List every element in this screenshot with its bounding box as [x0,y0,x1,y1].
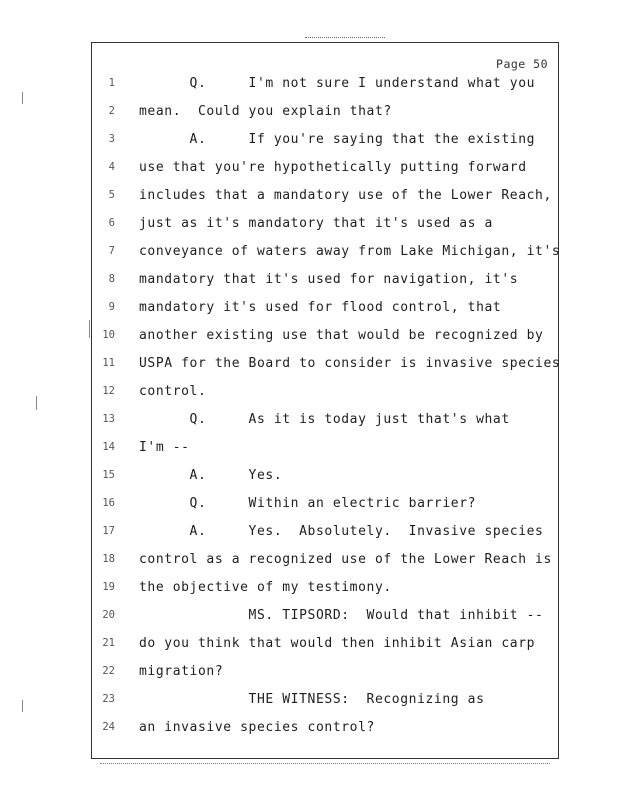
line-text: Q. Within an electric barrier? [139,496,477,511]
line-text: A. If you're saying that the existing [139,132,536,147]
line-text: control. [139,384,207,399]
transcript-line [91,188,559,216]
transcript-line [91,272,559,300]
line-number: 19 [102,581,115,593]
transcript-line [91,300,559,328]
line-text: the objective of my testimony. [139,580,392,595]
line-text: an invasive species control? [139,720,375,735]
line-number: 22 [102,665,115,677]
transcript-line [91,664,559,692]
transcript-line [91,328,559,356]
line-text: USPA for the Board to consider is invasive species [139,356,561,371]
transcript-line [91,608,559,636]
left-margin-mark [22,92,23,104]
page-number: Page 50 [496,57,548,71]
line-text: I'm -- [139,440,190,455]
transcript-line [91,104,559,132]
transcript-line [91,692,559,720]
line-number: 12 [102,385,115,397]
line-number: 3 [108,133,115,145]
line-text: Q. I'm not sure I understand what you [139,76,536,91]
line-number: 6 [108,217,115,229]
line-text: THE WITNESS: Recognizing as [139,692,485,707]
line-text: A. Yes. Absolutely. Invasive species [139,524,544,539]
scan-artifact-bottom [100,763,550,766]
line-number: 10 [102,329,115,341]
transcript-line [91,384,559,412]
line-number: 8 [108,273,115,285]
line-number: 23 [102,693,115,705]
line-number: 11 [102,357,115,369]
line-number: 14 [102,441,115,453]
transcript-line [91,720,559,748]
line-text: migration? [139,664,224,679]
line-text: mandatory that it's used for navigation, it's [139,272,519,287]
transcript-line [91,524,559,552]
line-text: mandatory it's used for flood control, that [139,300,502,315]
line-number: 16 [102,497,115,509]
left-margin-mark [89,320,90,338]
line-number: 1 [108,77,115,89]
left-margin-mark [22,700,23,712]
line-text: control as a recognized use of the Lower Reach is [139,552,552,567]
line-text: mean. Could you explain that? [139,104,392,119]
transcript-line [91,132,559,160]
transcript-line [91,76,559,104]
line-number: 2 [108,105,115,117]
transcript-line [91,244,559,272]
transcript-line [91,160,559,188]
transcript-line [91,412,559,440]
line-text: MS. TIPSORD: Would that inhibit -- [139,608,544,623]
line-number: 18 [102,553,115,565]
line-number: 20 [102,609,115,621]
line-number: 4 [108,161,115,173]
line-number: 24 [102,721,115,733]
transcript-line [91,468,559,496]
line-number: 17 [102,525,115,537]
line-number: 7 [108,245,115,257]
line-number: 13 [102,413,115,425]
transcript-line [91,496,559,524]
line-text: use that you're hypothetically putting forward [139,160,527,175]
transcript-line [91,216,559,244]
line-number: 21 [102,637,115,649]
line-number: 15 [102,469,115,481]
transcript-line [91,552,559,580]
line-text: conveyance of waters away from Lake Michigan, it's [139,244,561,259]
scan-artifact-top [305,37,385,41]
line-text: another existing use that would be recognized by [139,328,544,343]
transcript-line [91,636,559,664]
transcript-line [91,440,559,468]
transcript-line [91,580,559,608]
line-text: Q. As it is today just that's what [139,412,510,427]
left-margin-mark [36,396,37,410]
line-text: do you think that would then inhibit Asian carp [139,636,536,651]
line-text: A. Yes. [139,468,283,483]
transcript-line [91,356,559,384]
line-text: includes that a mandatory use of the Lower Reach, [139,188,552,203]
line-number: 5 [108,189,115,201]
line-number: 9 [108,301,115,313]
line-text: just as it's mandatory that it's used as a [139,216,493,231]
